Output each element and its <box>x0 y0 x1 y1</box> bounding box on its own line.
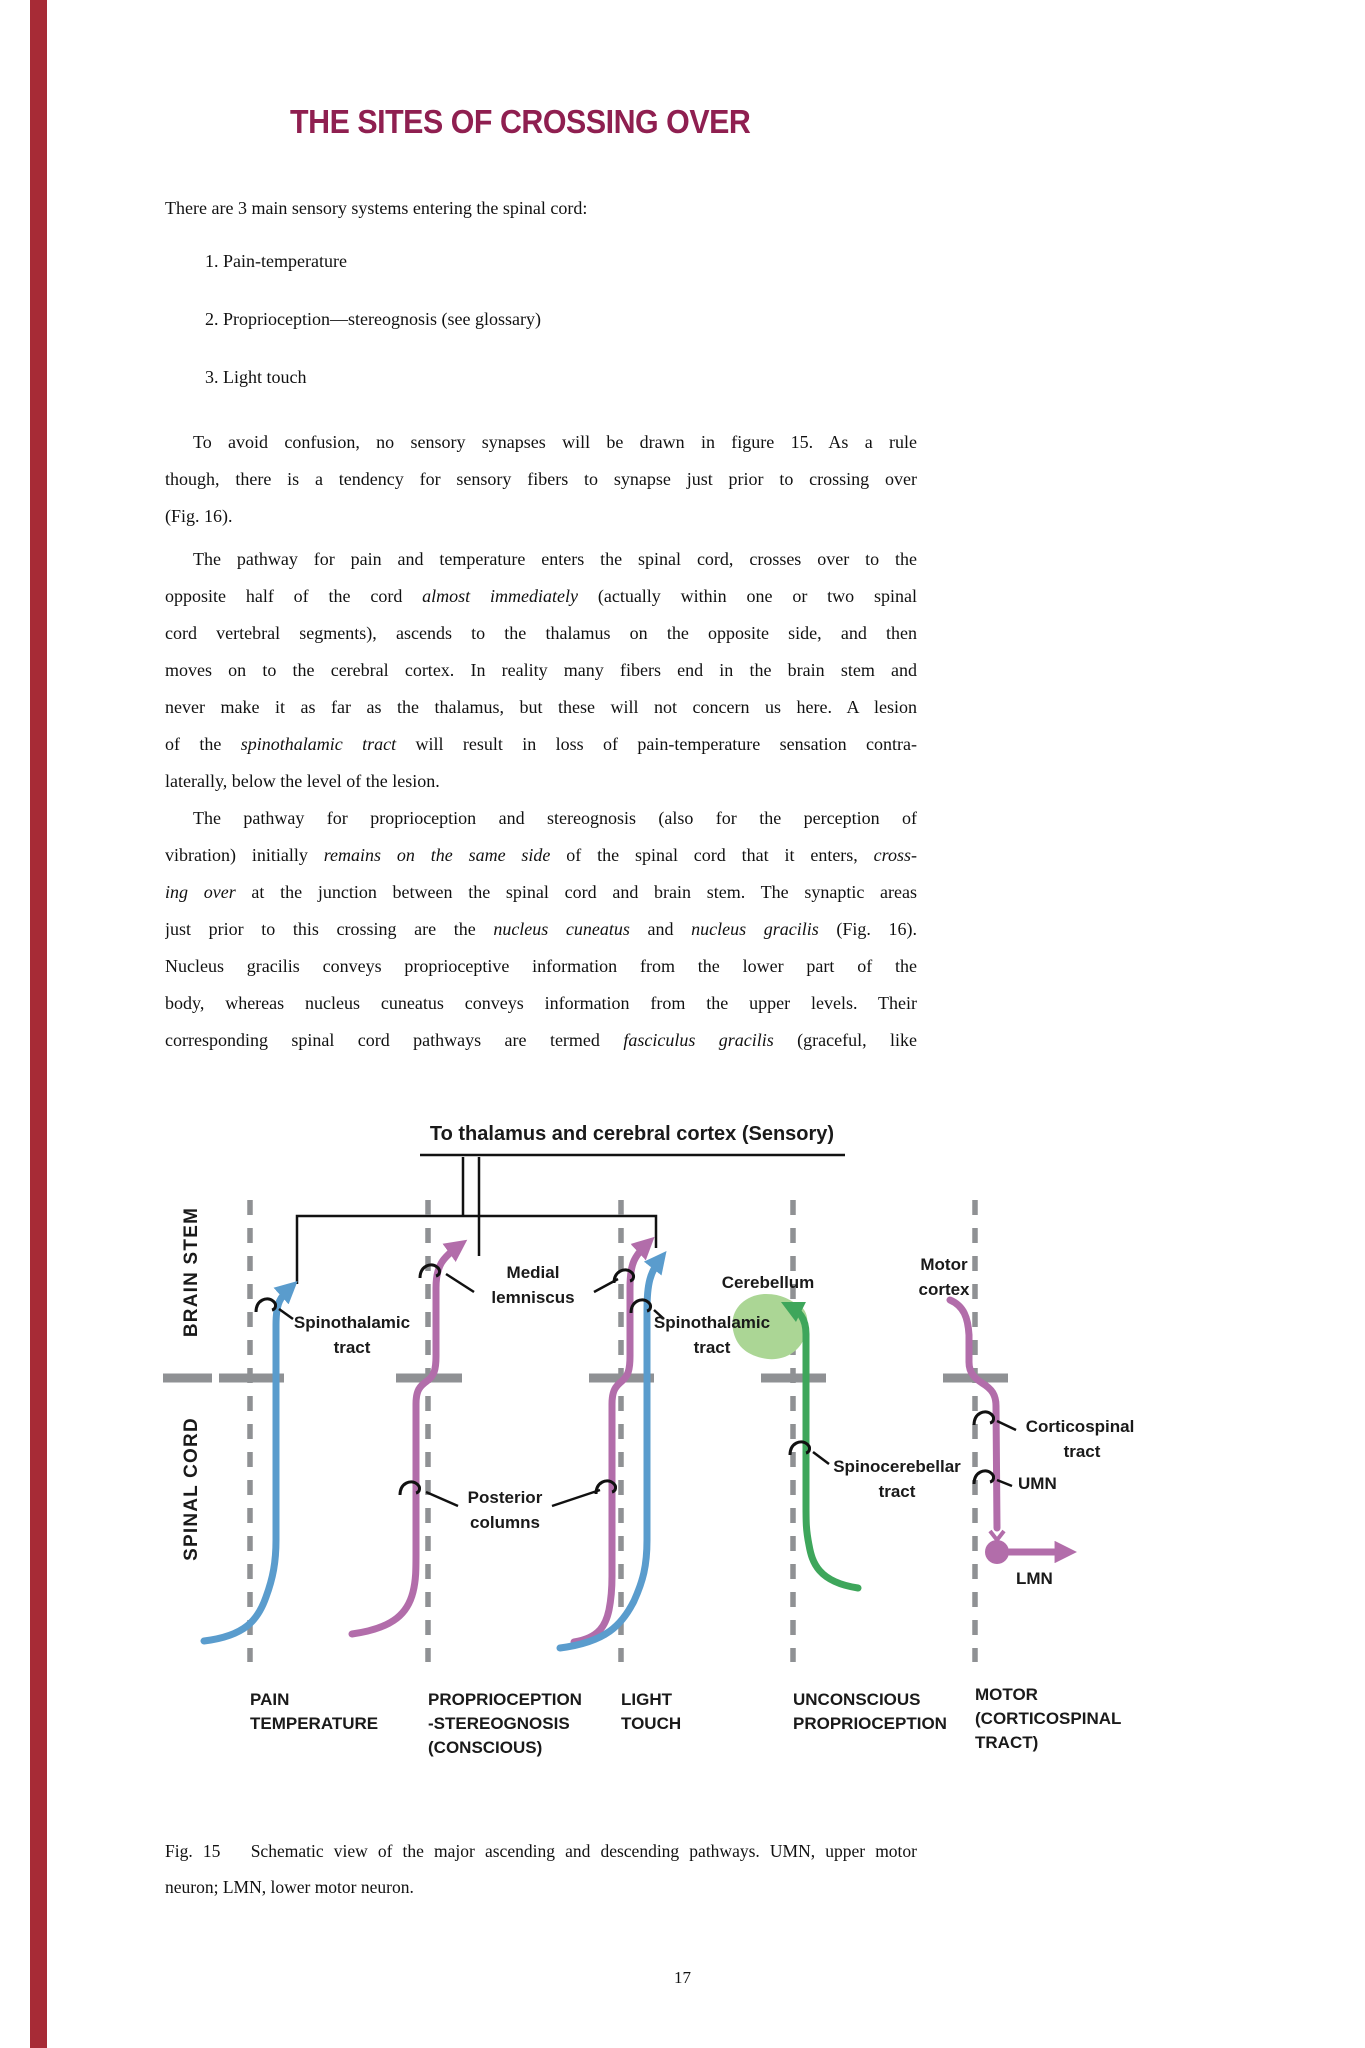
intro-paragraph: There are 3 main sensory systems entering the spinal cord: <box>165 198 588 218</box>
body-paragraph-1: To avoid confusion, no sensory synapses will be drawn in figure 15. As a rule though, there is a tendency for sensory fibers to synapse just prior to crossing over (Fig. 16). <box>165 432 917 526</box>
motor-cortex-label-2: cortex <box>918 1280 970 1299</box>
pointer-corticospinal <box>997 1421 1016 1430</box>
medial-lemniscus-label-2: lemniscus <box>491 1288 575 1307</box>
cerebellum-label: Cerebellum <box>721 1273 815 1292</box>
spinocerebellar-label-2: tract <box>878 1482 916 1501</box>
spinothalamic-right-label-1: Spinothalamic <box>653 1313 771 1332</box>
spinocerebellar-line <box>789 1306 858 1588</box>
column-label-motor-1: MOTOR <box>975 1685 1038 1704</box>
body-paragraph-3: The pathway for proprioception and stereognosis (also for the perception of vibration) initially remains on the same side of the spinal cord that it enters, cross- ing over at the junction between the spinal cord and brain stem. The synaptic areas just prior to this crossing are the nucleus cuneatus and nucleus gracilis (Fig. 16). Nucleus gracilis conveys proprioceptive information from the lower part of the body, whereas nucleus cuneatus conveys information from the upper levels. Their corresponding spinal cord pathways are termed fasciculus gracilis (graceful, like <box>165 808 917 1050</box>
hook-spinothalamic-left <box>256 1299 276 1312</box>
spinal-cord-region-label: SPINAL CORD <box>181 1417 203 1561</box>
corticospinal-label-2: tract <box>1063 1442 1101 1461</box>
corticospinal-label-1: Corticospinal <box>1025 1417 1135 1436</box>
proprioception-pathway-line <box>352 1245 460 1634</box>
hook-corticospinal <box>974 1412 994 1425</box>
column-label-proprio-3: (CONSCIOUS) <box>428 1738 543 1757</box>
column-label-unconscious-1: UNCONSCIOUS <box>793 1690 921 1709</box>
body-paragraph-2: The pathway for pain and temperature enters the spinal cord, crosses over to the opposite half of the cord almost immediately (actually within one or two spinal cord vertebral segments), ascends to the thalamus on the opposite side, and then moves on to the cerebral cortex. In reality many fibers end in the brain stem and never make it as far as the thalamus, but these will not concern us here. A lesion of the spinothalamic tract will result in loss of pain-temperature sensation contra- laterally, below the level of the lesion. <box>165 549 917 791</box>
figure-caption: Fig. 15 Schematic view of the major ascending and descending pathways. UMN, upper motor neuron; LMN, lower motor neuron. <box>165 1841 917 1897</box>
pointer-medial-right <box>594 1279 618 1292</box>
spinocerebellar-label-1: Spinocerebellar <box>833 1457 961 1476</box>
list-item-proprioception: 2. Proprioception—stereognosis (see glossary) <box>205 309 541 329</box>
bracket-lines <box>297 1157 656 1284</box>
corticospinal-terminal-arrow <box>990 1531 1004 1540</box>
list-item-pain-temperature: 1. Pain-temperature <box>205 251 347 271</box>
pointer-spinocerebellar <box>813 1452 829 1464</box>
column-label-proprio-1: PROPRIOCEPTION <box>428 1690 582 1709</box>
page-number: 17 <box>674 1968 691 1987</box>
posterior-columns-label-1: Posterior <box>467 1488 543 1507</box>
brainstem-region-label: BRAIN STEM <box>181 1206 203 1338</box>
pointer-spinothalamic-left <box>279 1309 293 1319</box>
column-label-unconscious-2: PROPRIOCEPTION <box>793 1714 947 1733</box>
lmn-label: LMN <box>1016 1569 1053 1588</box>
lmn-cell-body-dot <box>985 1540 1009 1564</box>
column-label-pain-1: PAIN <box>250 1690 290 1709</box>
figure-header-label: To thalamus and cerebral cortex (Sensory) <box>429 1123 835 1145</box>
spinothalamic-right-label-2: tract <box>693 1338 731 1357</box>
list-item-light-touch: 3. Light touch <box>205 367 307 387</box>
posterior-columns-label-2: columns <box>470 1513 540 1532</box>
motor-cortex-label-1: Motor <box>920 1255 968 1274</box>
column-label-pain-2: TEMPERATURE <box>250 1714 379 1733</box>
column-label-motor-2: (CORTICOSPINAL <box>975 1709 1122 1728</box>
pointer-posterior-left <box>426 1492 458 1506</box>
column-label-motor-3: TRACT) <box>975 1733 1039 1752</box>
page-title-text: THE SITES OF CROSSING OVER <box>289 103 751 140</box>
column-label-proprio-2: -STEREOGNOSIS <box>428 1714 570 1733</box>
page-title <box>142 103 898 141</box>
umn-label: UMN <box>1018 1474 1057 1493</box>
page-edge-accent-bar <box>30 0 47 2048</box>
medial-lemniscus-label-1: Medial <box>506 1263 560 1282</box>
spinothalamic-left-label-1: Spinothalamic <box>293 1313 411 1332</box>
column-labels <box>250 1685 1121 1757</box>
pointer-medial-left <box>446 1274 474 1292</box>
pathway-figure <box>150 1085 1180 1805</box>
pathway-figure-svg <box>150 1085 1180 1805</box>
column-label-light-1: LIGHT <box>621 1690 672 1709</box>
pointer-posterior-right <box>552 1490 600 1506</box>
spinothalamic-left-label-2: tract <box>333 1338 371 1357</box>
column-label-light-2: TOUCH <box>621 1714 682 1733</box>
